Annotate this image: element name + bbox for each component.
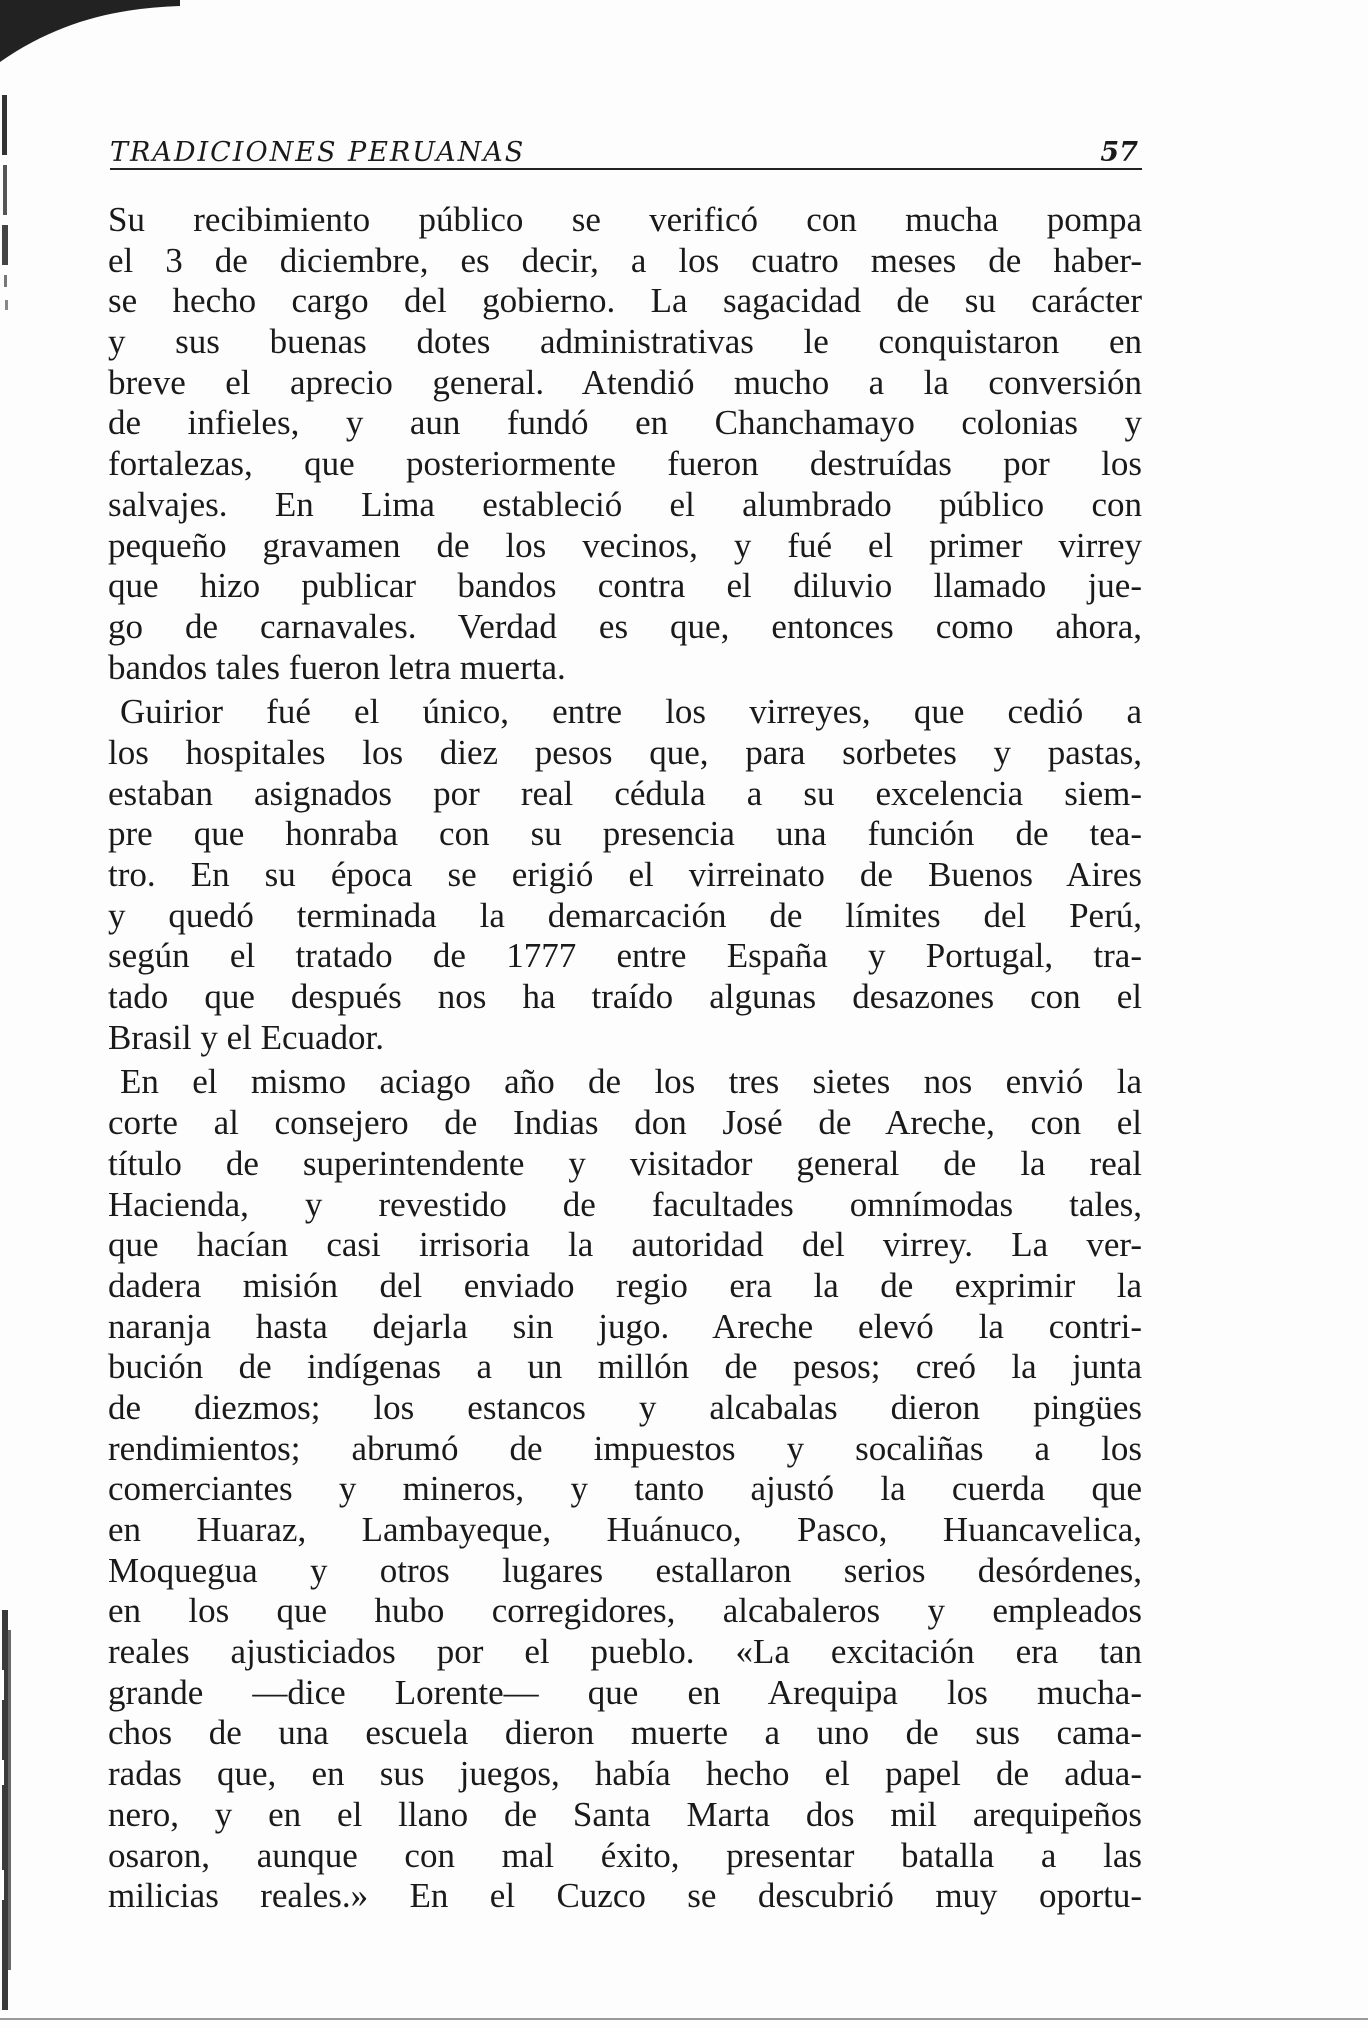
text-line: el 3 de diciembre, es decir, a los cuatro meses de haber- [108, 240, 1142, 280]
scan-corner-mark [0, 0, 180, 70]
text-line: dadera misión del enviado regio era la de exprimir la [108, 1265, 1142, 1305]
text-line: que hizo publicar bandos contra el diluvio llamado jue- [108, 566, 1142, 606]
text-line: de diezmos; los estancos y alcabalas dieron pingües [108, 1387, 1142, 1427]
text-line: chos de una escuela dieron muerte a uno de sus cama- [108, 1713, 1142, 1753]
body-text [108, 200, 1142, 1921]
scan-bottom-edge [0, 2018, 1368, 2020]
text-line: se hecho cargo del gobierno. La sagacidad de su carácter [108, 281, 1142, 321]
page-number: 57 [1100, 137, 1138, 168]
text-line: reales ajusticiados por el pueblo. «La excitación era tan [108, 1632, 1142, 1672]
text-line: Hacienda, y revestido de facultades omnímodas tales, [108, 1184, 1142, 1224]
text-line: fortalezas, que posteriormente fueron destruídas por los [108, 444, 1142, 484]
text-line: y sus buenas dotes administrativas le conquistaron en [108, 322, 1142, 362]
text-line: bución de indígenas a un millón de pesos; creó la junta [108, 1347, 1142, 1387]
text-line: nero, y en el llano de Santa Marta dos mil arequipeños [108, 1794, 1142, 1834]
text-line: bandos tales fueron letra muerta. [108, 647, 566, 687]
text-line: go de carnavales. Verdad es que, entonces como ahora, [108, 606, 1142, 646]
text-line: Guirior fué el único, entre los virreyes, que cedió a [120, 692, 1142, 732]
text-line: tado que después nos ha traído algunas desazones con el [108, 977, 1142, 1017]
text-line: y quedó terminada la demarcación de límites del Perú, [108, 895, 1142, 935]
scan-edge-mark-top [0, 95, 14, 335]
text-line: tro. En su época se erigió el virreinato de Buenos Aires [108, 855, 1142, 894]
text-line: Moquegua y otros lugares estallaron serios desórdenes, [108, 1550, 1142, 1590]
text-line: corte al consejero de Indias don José de Areche, con el [108, 1103, 1142, 1143]
text-line: Su recibimiento público se verificó con mucha pompa [108, 200, 1142, 239]
text-line: estaban asignados por real cédula a su excelencia siem- [108, 773, 1142, 813]
scan-edge-mark-bottom [0, 1610, 16, 2010]
text-line: radas que, en sus juegos, había hecho el papel de adua- [108, 1754, 1142, 1794]
text-line: breve el aprecio general. Atendió mucho a la conversión [108, 362, 1142, 402]
running-title: TRADICIONES PERUANAS [110, 137, 526, 168]
text-line: salvajes. En Lima estableció el alumbrado público con [108, 484, 1142, 524]
text-line: que hacían casi irrisoria la autoridad del virrey. La ver- [108, 1225, 1142, 1265]
text-line: pequeño gravamen de los vecinos, y fué el primer virrey [108, 525, 1142, 565]
text-line: pre que honraba con su presencia una función de tea- [108, 814, 1142, 854]
text-line: osaron, aunque con mal éxito, presentar batalla a las [108, 1835, 1142, 1875]
text-line: de infieles, y aun fundó en Chanchamayo colonias y [108, 403, 1142, 443]
text-line: rendimientos; abrumó de impuestos y socaliñas a los [108, 1428, 1142, 1468]
running-header [110, 118, 1142, 170]
text-line: según el tratado de 1777 entre España y Portugal, tra- [108, 936, 1142, 976]
text-line: en los que hubo corregidores, alcabaleros y empleados [108, 1591, 1142, 1631]
text-line: grande —dice Lorente— que en Arequipa los mucha- [108, 1672, 1142, 1712]
text-line: naranja hasta dejarla sin jugo. Areche elevó la contri- [108, 1306, 1142, 1346]
text-line: título de superintendente y visitador general de la real [108, 1143, 1142, 1183]
text-line: comerciantes y mineros, y tanto ajustó la cuerda que [108, 1469, 1142, 1509]
text-line: en Huaraz, Lambayeque, Huánuco, Pasco, Huancavelica, [108, 1510, 1142, 1549]
text-line: los hospitales los diez pesos que, para sorbetes y pastas, [108, 732, 1142, 772]
text-line: Brasil y el Ecuador. [108, 1017, 385, 1057]
text-line: milicias reales.» En el Cuzco se descubrió muy oportu- [108, 1876, 1142, 1916]
paragraph-2 [108, 692, 1142, 1058]
paragraph-3 [108, 1062, 1142, 1916]
text-line: En el mismo aciago año de los tres sietes nos envió la [120, 1062, 1142, 1102]
paragraph-1 [108, 200, 1142, 688]
